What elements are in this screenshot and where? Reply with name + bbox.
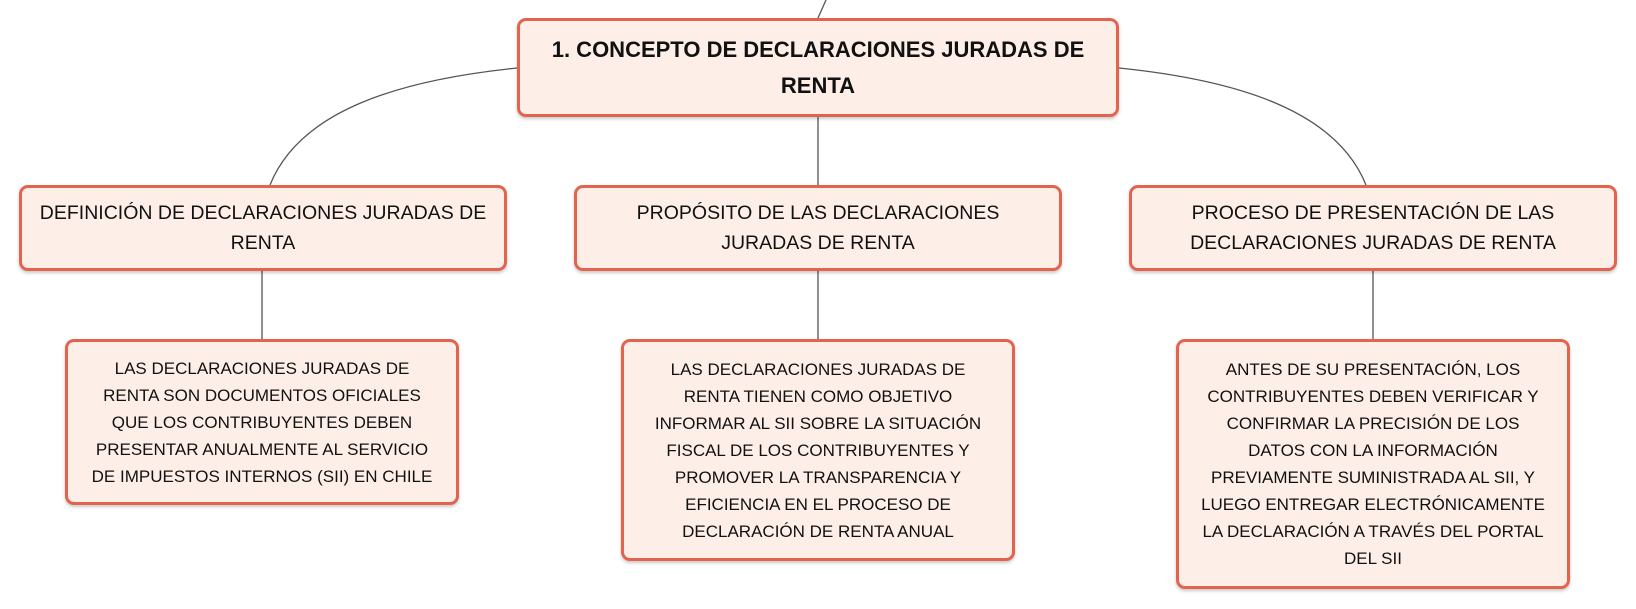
subtopic-definicion-text: LAS DECLARACIONES JURADAS DE RENTA SON DOCUMENTOS OFICIALES QUE LOS CONTRIBUYENTES DEBEN PRESENTAR ANUALMENTE AL SERVICIO DE IMPUESTOS INTERNOS (SII) EN CHILE <box>91 358 433 486</box>
connector-parent-incoming <box>818 0 826 18</box>
subtopic-proposito-detail[interactable] <box>621 339 1015 561</box>
topic-proceso-label: PROCESO DE PRESENTACIÓN DE LAS DECLARACIONES JURADAS DE RENTA <box>1190 202 1556 254</box>
topic-proposito-label: PROPÓSITO DE LAS DECLARACIONES JURADAS DE RENTA <box>636 202 1000 254</box>
topic-proceso[interactable] <box>1129 185 1617 271</box>
connector-root-to-definicion <box>270 68 517 185</box>
topic-definicion-label: DEFINICIÓN DE DECLARACIONES JURADAS DE RENTA <box>39 202 487 254</box>
subtopic-definicion-detail[interactable] <box>65 339 459 505</box>
subtopic-proceso-detail[interactable] <box>1176 339 1570 589</box>
topic-proposito[interactable] <box>574 185 1062 271</box>
topic-definicion[interactable] <box>19 185 507 271</box>
connector-root-to-proceso <box>1119 68 1366 185</box>
subtopic-proceso-text: ANTES DE SU PRESENTACIÓN, LOS CONTRIBUYENTES DEBEN VERIFICAR Y CONFIRMAR LA PRECISIÓN DE LOS DATOS CON LA INFORMACIÓN PREVIAMENTE SUMINISTRADA AL SII, Y LUEGO ENTREGAR ELECTRÓNICAMENTE LA DECLARACIÓN A TRAVÉS DEL PORTAL DEL SII <box>1201 360 1545 568</box>
root-topic-title: 1. CONCEPTO DE DECLARACIONES JURADAS DE RENTA <box>551 36 1085 98</box>
subtopic-proposito-text: LAS DECLARACIONES JURADAS DE RENTA TIENEN COMO OBJETIVO INFORMAR AL SII SOBRE LA SITUACIÓN FISCAL DE LOS CONTRIBUYENTES Y PROMOVER LA TRANSPARENCIA Y EFICIENCIA EN EL PROCESO DE DECLARACIÓN DE RENTA ANUAL <box>654 359 982 541</box>
root-topic[interactable] <box>517 18 1119 117</box>
